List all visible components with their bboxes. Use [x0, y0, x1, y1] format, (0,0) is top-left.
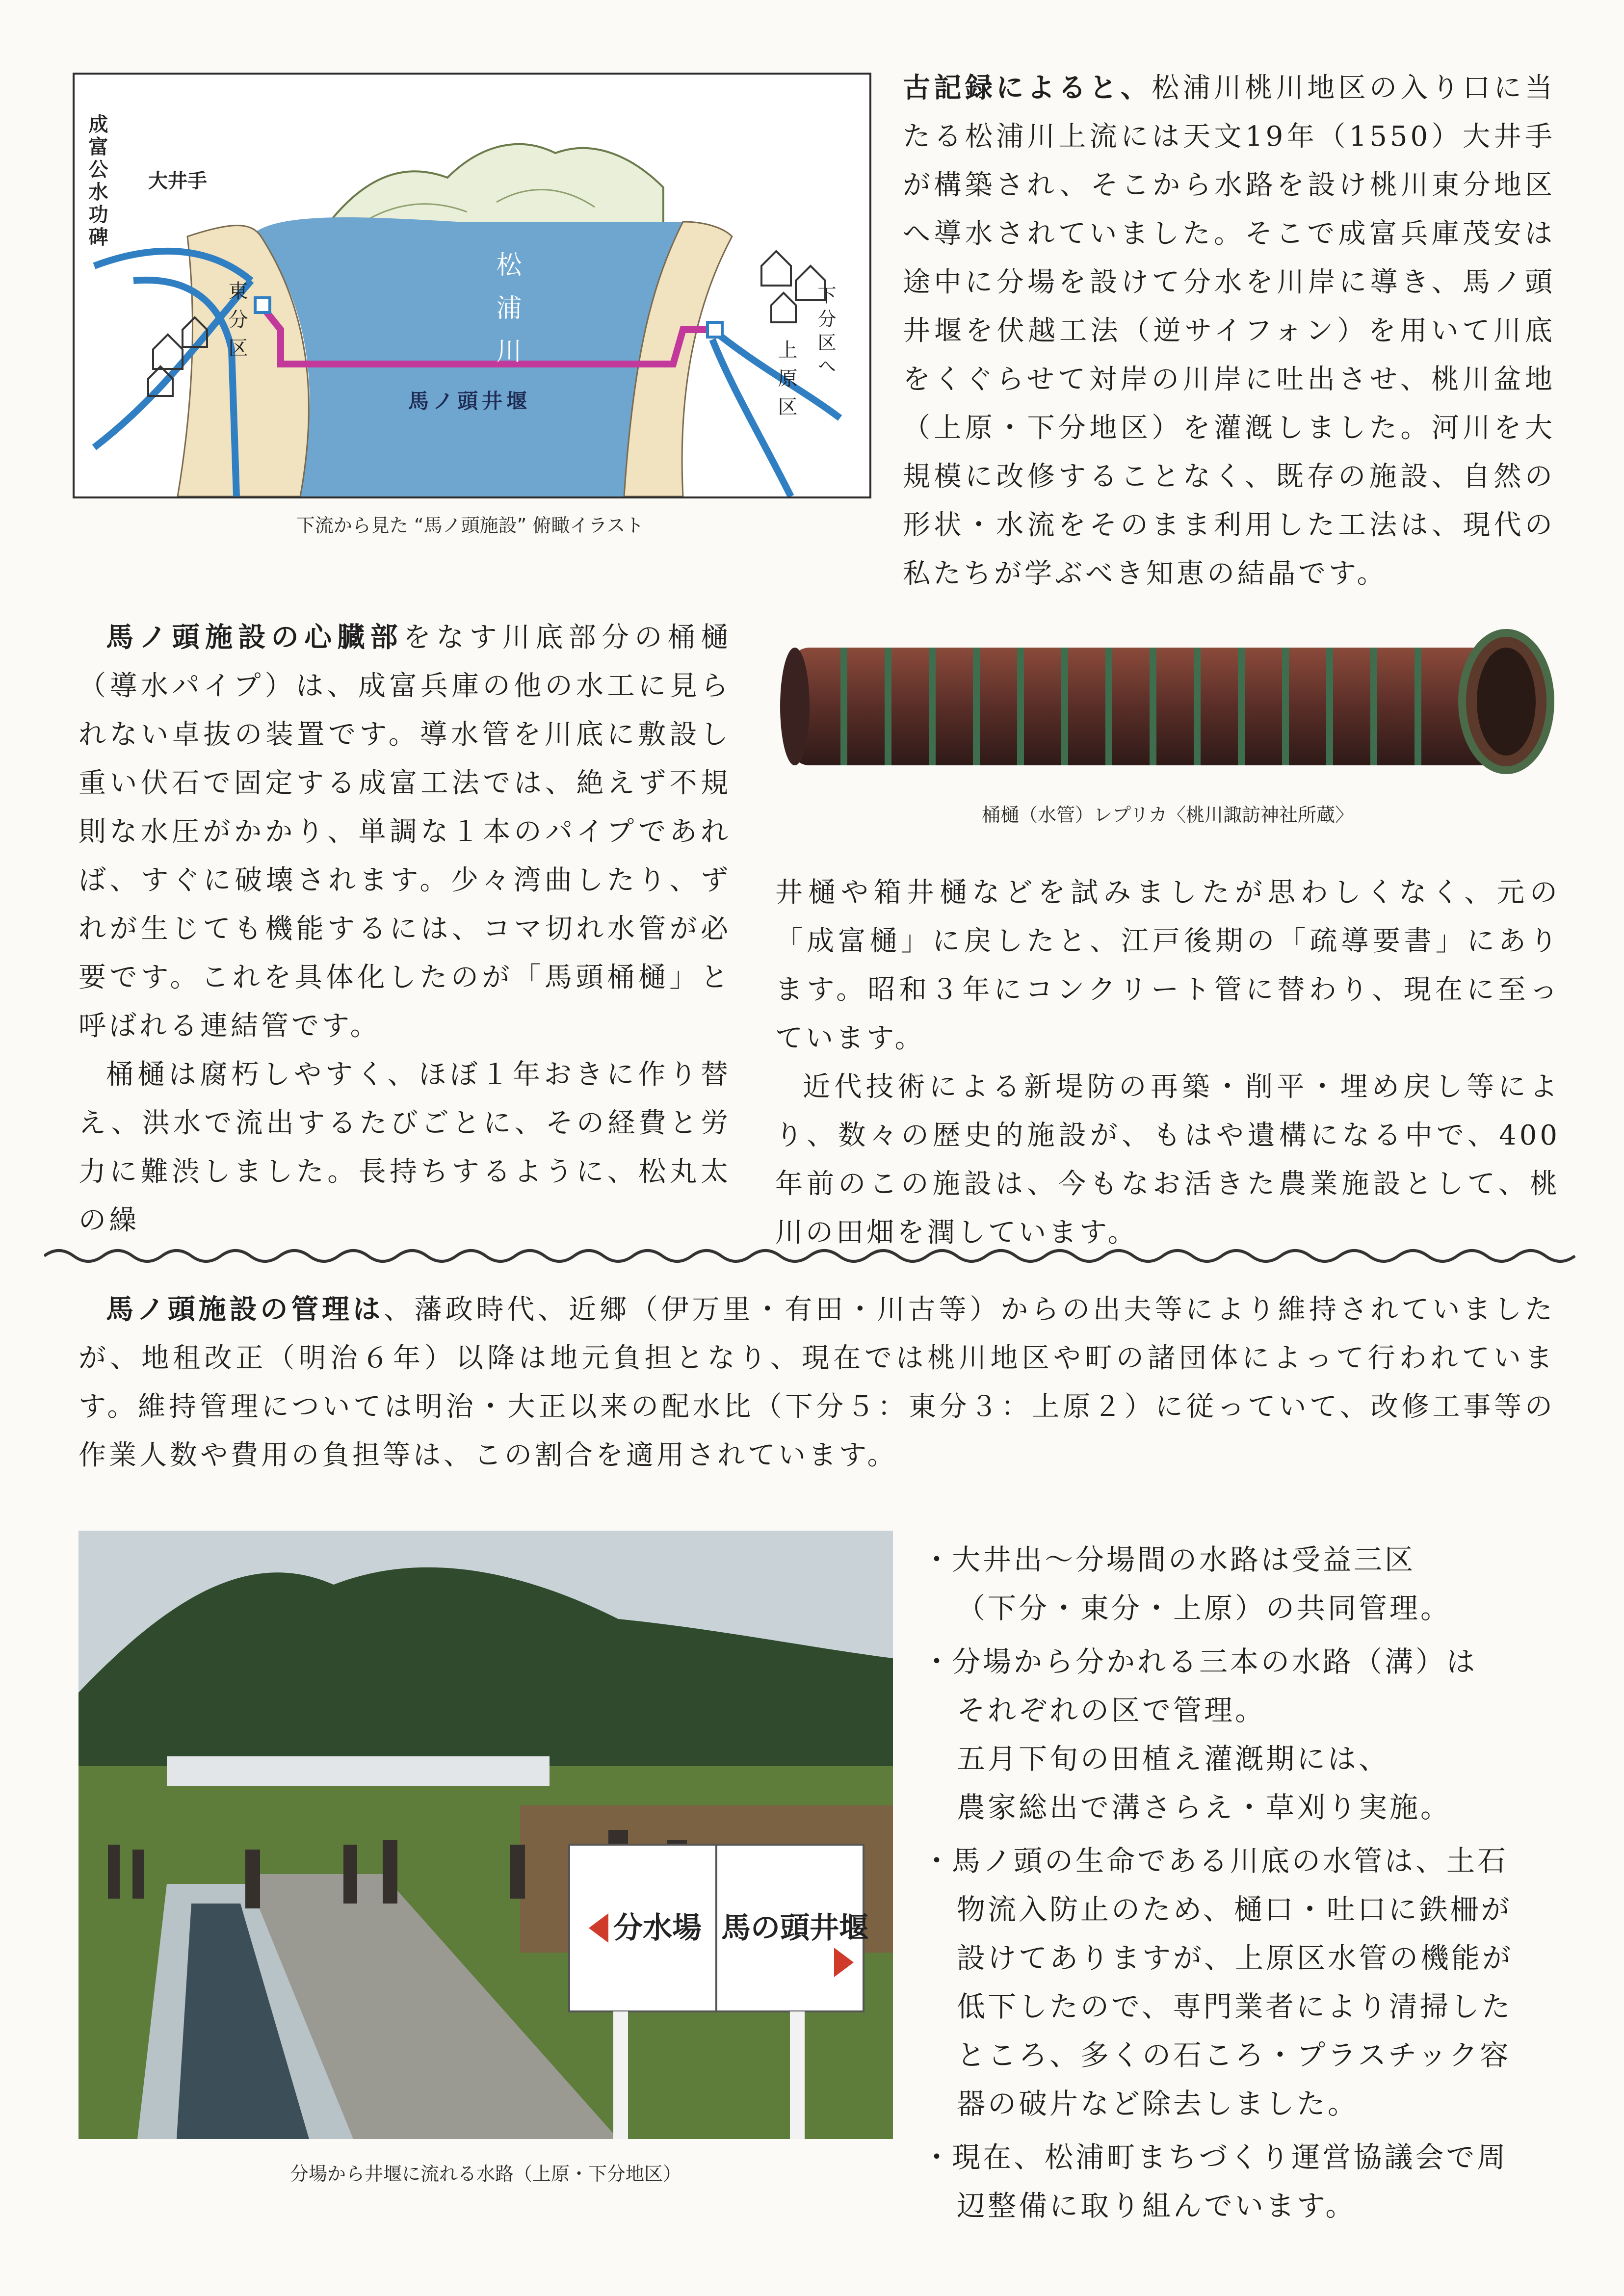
canal-photo-svg [79, 1531, 893, 2139]
section2-right [775, 868, 1560, 1257]
label-uebaru: 上原区 [775, 339, 797, 425]
bullet-mark: ・ [922, 2140, 954, 2174]
outlet-gate [707, 322, 722, 337]
photo-greenhouse [167, 1756, 550, 1786]
section2-body2: 桶樋は腐朽しやすく、ほぼ１年おきに作り替え、洪水で流出するたびごとに、その経費と労力に難渋しました。長持ちするように、松丸太の繰 [79, 1059, 731, 1236]
weir-line [281, 362, 673, 367]
fig1-caption: 下流から見た “馬ノ頭施設” 俯瞰イラスト [296, 515, 644, 536]
section2-body3: 井樋や箱井樋などを試みましたが思わしくなく、元の「成富樋」に戻したと、江戸後期の「疏導要書」にあります。昭和３年にコンクリート管に替わり、現在に至っています。 [775, 877, 1560, 1054]
section1-text [903, 64, 1555, 598]
bullet-line: 農家総出で溝さらえ・草刈り実施。 [957, 1791, 1452, 1824]
bullet-item [922, 2133, 1570, 2230]
bullet-line: 設けてありますが、上原区水管の機能が [957, 1941, 1514, 1975]
bullet-line: （下分・東分・上原）の共同管理。 [957, 1592, 1452, 1625]
wavy-divider [44, 1241, 1580, 1271]
bullet-mark: ・ [922, 1543, 954, 1576]
bullet-item [922, 1536, 1570, 1633]
sign-right-text: 馬の頭井堰 [721, 1911, 868, 1945]
label-weir: 馬ノ頭井堰 [408, 389, 531, 413]
label-river: 松浦川 [492, 251, 521, 381]
weir-illustration [73, 73, 871, 498]
section2-body4: 近代技術による新堤防の再築・削平・埋め戻し等により、数々の歴史的施設が、もはや遺構になる中で、400年前のこの施設は、今もなお活きた農業施設として、桃川の田畑を潤しています。 [775, 1071, 1561, 1249]
bullet-line: 器の破片など除去しました。 [957, 2087, 1359, 2120]
bullet-mark: ・ [922, 1645, 954, 1678]
section3-body: 、藩政時代、近郷（伊万里・有田・川古等）からの出夫等により維持されていましたが、地租改正（明治６年）以降は地元負担となり、現在では桃川地区や町の諸団体によって行われています。維持管理については明治・大正以来の配水比（下分５：東分３：上原２）に従っていて、改修工事等の作業人数や費用の負担等は、この割合を適用されています。 [79, 1294, 1556, 1471]
section2-body1: をなす川底部分の桶樋（導水パイプ）は、成富兵庫の他の水工に見られない卓抜の装置です。導水管を川底に敷設し重い伏石で固定する成富工法では、絶えず不規則な水圧がかかり、単調な１本のパイプであれば、すぐに破壊されます。少々湾曲したり、ずれが生じても機能するには、コマ切れ水管が必要です。これを具体化したのが「馬頭桶樋」と呼ばれる連結管です。 [79, 622, 732, 1042]
bullet-line: 現在、松浦町まちづくり運営協議会で周 [952, 2140, 1508, 2174]
bullet-line: 馬ノ頭の生命である川底の水管は、土石 [952, 1844, 1509, 1878]
bullet-line: ところ、多くの石ころ・プラスチック容 [957, 2038, 1511, 2072]
label-monument: 成富公水功碑 [85, 114, 108, 249]
pipe-replica-svg [770, 618, 1565, 780]
section2-left [79, 613, 731, 1245]
bullet-line: 分場から分かれる三本の水路（溝）は [952, 1645, 1478, 1678]
bullet-item [922, 1837, 1570, 2128]
pipe-left-end [780, 648, 810, 765]
bullet-line: 五月下旬の田植え灌漑期には、 [957, 1742, 1390, 1775]
sign-left-text: 分水場 [613, 1911, 702, 1945]
section1-body: 松浦川桃川地区の入り口に当たる松浦川上流には天文19年（1550）大井手が構築され、そこから水路を設け桃川東分地区へ導水されていました。そこで成富兵庫茂安は途中に分場を設けて分水を川岸に導き、馬ノ頭井堰を伏越工法（逆サイフォン）を用いて川底をくぐらせて対岸の川岸に吐出させ、桃川盆地（上原・下分地区）を灌漑しました。河川を大規模に改修することなく、既存の施設、自然の形状・水流をそのまま利用した工法は、現代の私たちが学ぶべき知恵の結晶です。 [903, 72, 1556, 590]
section2-lead: 馬ノ頭施設の心臓部 [106, 622, 403, 653]
section1-lead: 古記録によると、 [903, 72, 1152, 104]
bullet-line: 低下したので、専門業者により清掃した [957, 1990, 1513, 2023]
weir-illustration-svg [75, 75, 869, 496]
bullet-line: 大井出～分場間の水路は受益三区 [952, 1543, 1416, 1576]
river [256, 217, 683, 496]
fig2-caption: 桶樋（水管）レプリカ〈桃川諏訪神社所蔵〉 [981, 804, 1354, 826]
label-oide: 大井手 [148, 170, 207, 192]
bullet-line: 物流入防止のため、樋口・吐口に鉄柵が [957, 1893, 1512, 1926]
bullet-item [922, 1638, 1570, 1832]
fig3-caption: 分場から井堰に流れる水路（上原・下分地区） [289, 2163, 681, 2185]
bullet-line: それぞれの区で管理。 [957, 1694, 1266, 1727]
bullet-mark: ・ [922, 1844, 954, 1878]
bullet-line: 辺整備に取り組んでいます。 [957, 2189, 1357, 2222]
label-higashibun: 東分区 [225, 281, 248, 366]
pipe-replica-figure [770, 618, 1565, 780]
intake-gate [255, 298, 270, 313]
section3-text [79, 1285, 1555, 1480]
section3-lead: 馬ノ頭施設の管理は [106, 1294, 384, 1326]
management-bullets [922, 1536, 1570, 2230]
label-shimobun: 下分区へ [814, 286, 836, 380]
canal-photo [79, 1531, 893, 2139]
